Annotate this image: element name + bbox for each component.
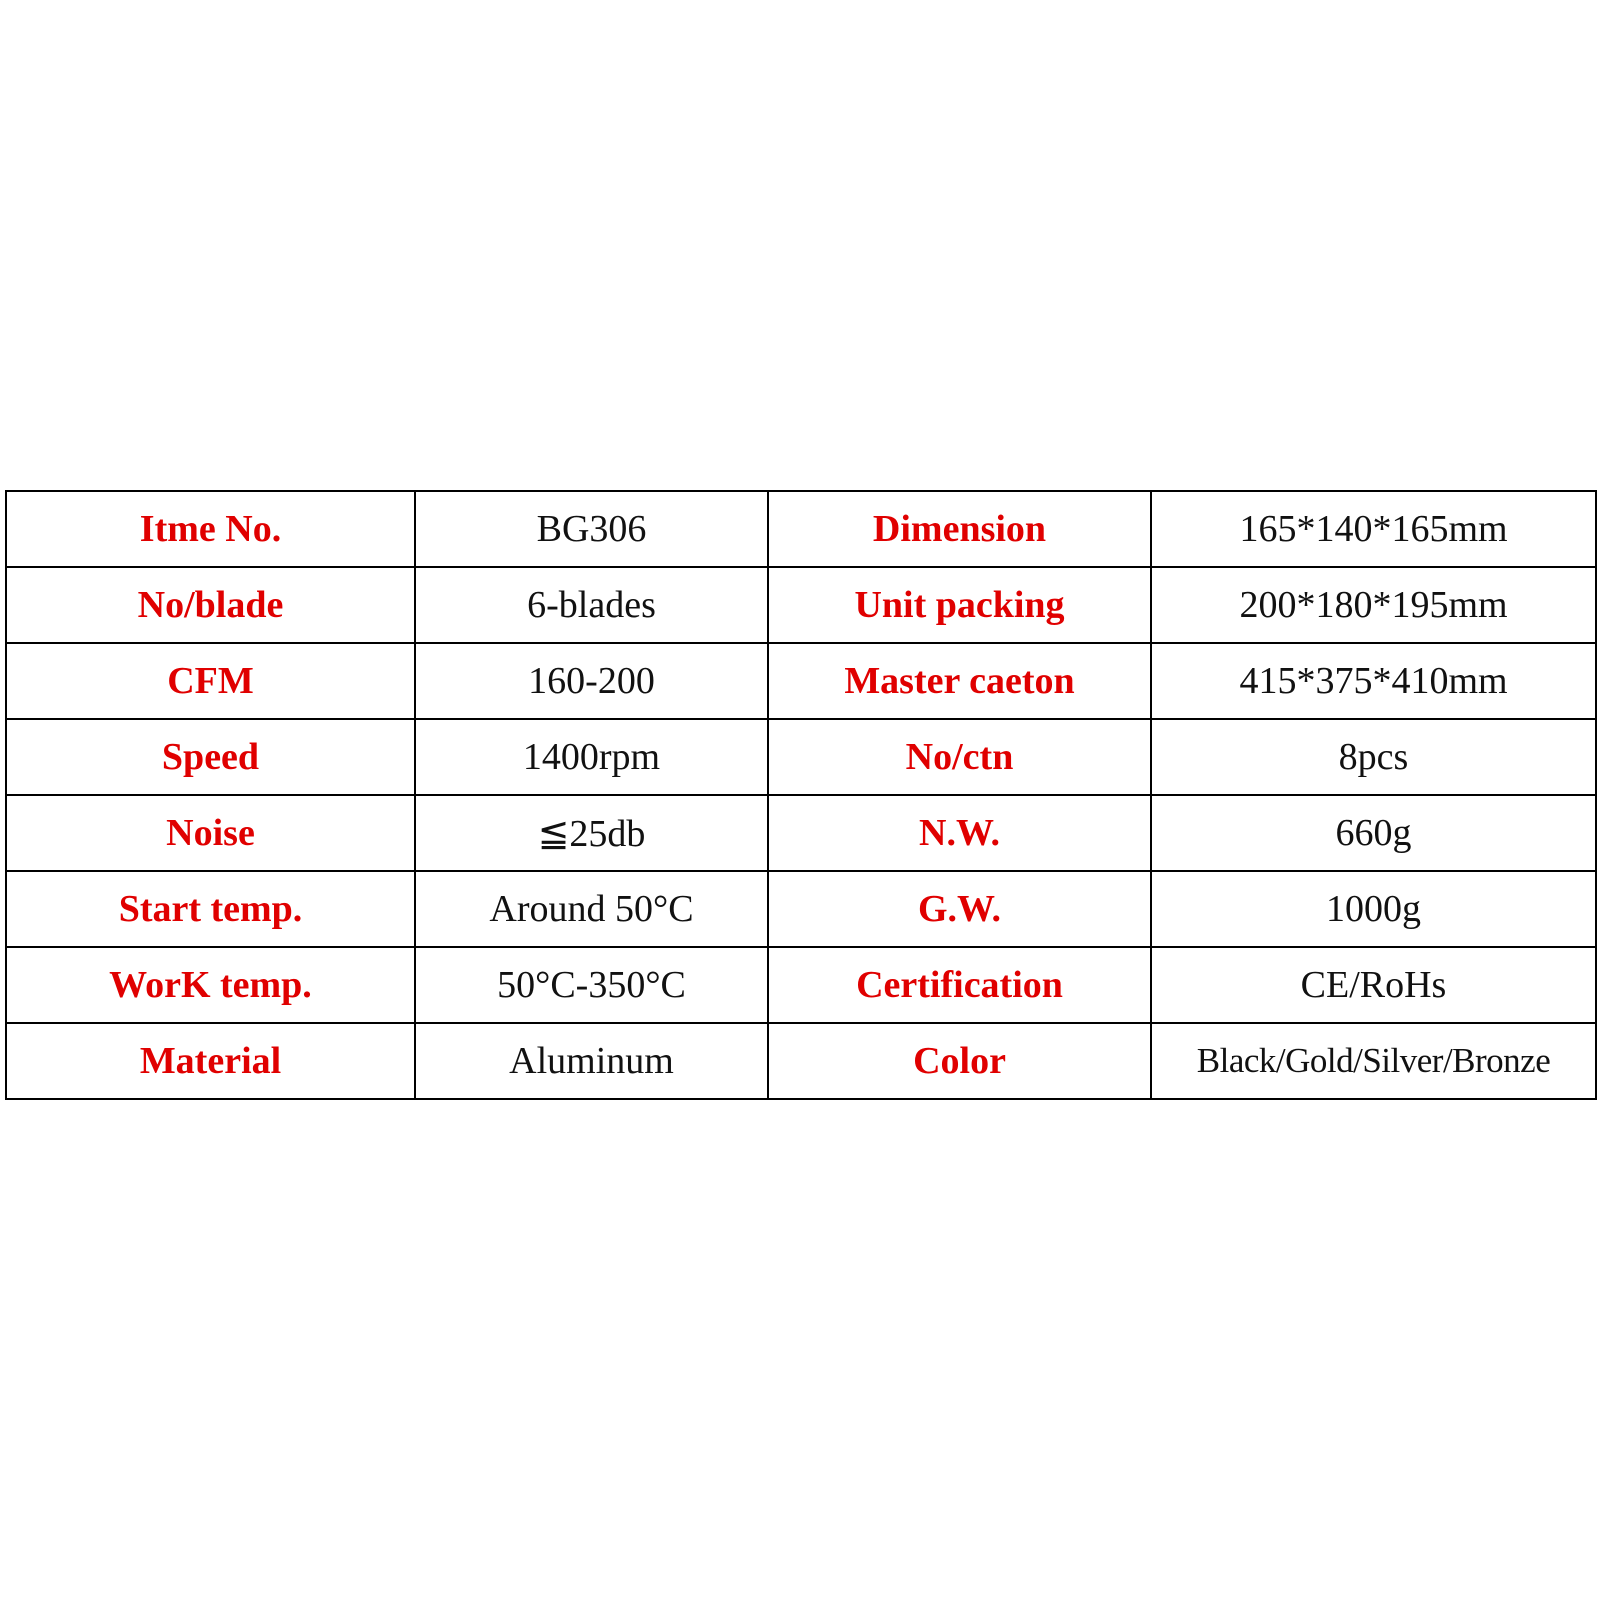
table-row bbox=[6, 947, 1596, 1023]
spec-label: No/blade bbox=[6, 567, 415, 643]
spec-value: 1000g bbox=[1151, 871, 1596, 947]
spec-label: CFM bbox=[6, 643, 415, 719]
table-row bbox=[6, 1023, 1596, 1099]
spec-table bbox=[5, 490, 1597, 1100]
spec-value: 1400rpm bbox=[415, 719, 768, 795]
spec-value: BG306 bbox=[415, 491, 768, 567]
spec-label: G.W. bbox=[768, 871, 1151, 947]
spec-label: Speed bbox=[6, 719, 415, 795]
table-row bbox=[6, 795, 1596, 871]
table-row bbox=[6, 567, 1596, 643]
spec-label: N.W. bbox=[768, 795, 1151, 871]
spec-value: 660g bbox=[1151, 795, 1596, 871]
spec-label: Dimension bbox=[768, 491, 1151, 567]
spec-label: Color bbox=[768, 1023, 1151, 1099]
spec-value: 200*180*195mm bbox=[1151, 567, 1596, 643]
table-row bbox=[6, 643, 1596, 719]
spec-label: Master caeton bbox=[768, 643, 1151, 719]
spec-value: 415*375*410mm bbox=[1151, 643, 1596, 719]
spec-label: Noise bbox=[6, 795, 415, 871]
spec-label: Certification bbox=[768, 947, 1151, 1023]
spec-value: Aluminum bbox=[415, 1023, 768, 1099]
spec-label: No/ctn bbox=[768, 719, 1151, 795]
spec-value: 165*140*165mm bbox=[1151, 491, 1596, 567]
spec-value: CE/RoHs bbox=[1151, 947, 1596, 1023]
spec-label: Material bbox=[6, 1023, 415, 1099]
spec-label: Unit packing bbox=[768, 567, 1151, 643]
spec-label: Start temp. bbox=[6, 871, 415, 947]
spec-label: WorK temp. bbox=[6, 947, 415, 1023]
spec-value: 160-200 bbox=[415, 643, 768, 719]
table-row bbox=[6, 719, 1596, 795]
spec-value: Black/Gold/Silver/Bronze bbox=[1151, 1023, 1596, 1099]
spec-value: Around 50°C bbox=[415, 871, 768, 947]
spec-value: 50°C-350°C bbox=[415, 947, 768, 1023]
spec-value: 6-blades bbox=[415, 567, 768, 643]
spec-label: Itme No. bbox=[6, 491, 415, 567]
spec-value: ≦25db bbox=[415, 795, 768, 871]
table-row bbox=[6, 491, 1596, 567]
spec-value: 8pcs bbox=[1151, 719, 1596, 795]
table-row bbox=[6, 871, 1596, 947]
